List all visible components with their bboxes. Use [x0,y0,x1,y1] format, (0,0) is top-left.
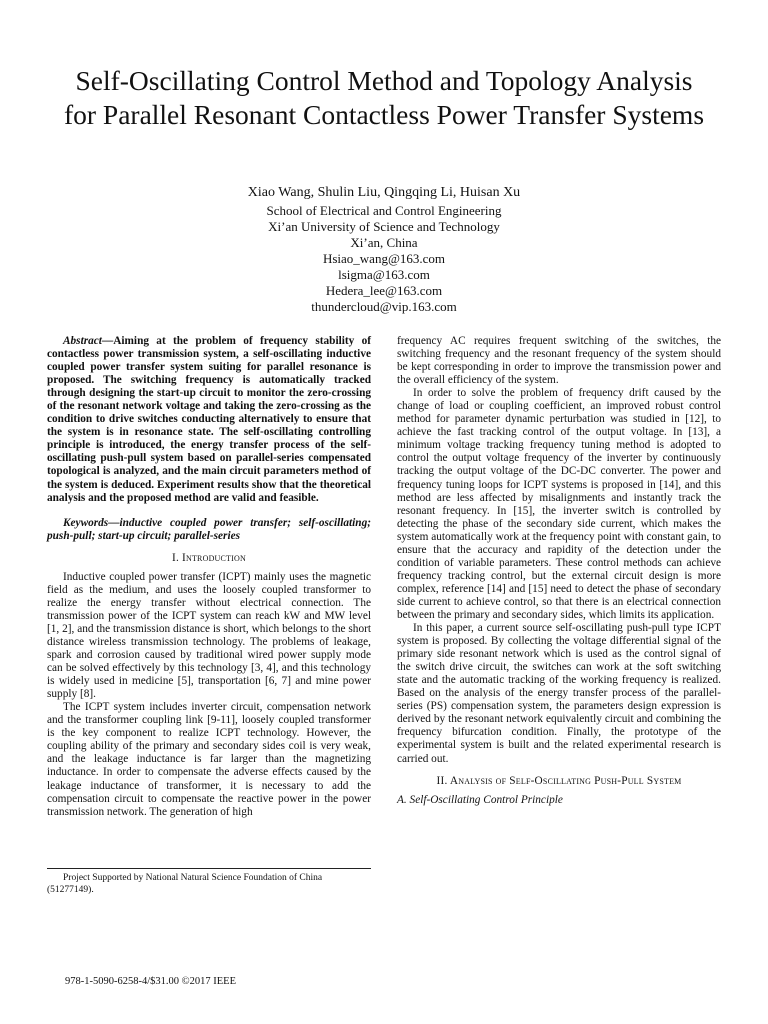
body-paragraph: The ICPT system includes inverter circuit, compensation network and the transformer coupling link [9-11], loosely coupled transformer is the key component to realize ICPT technology. However, the coupling ability of the primary and secondary sides coil is very weak, and the leakage inductance is far larger than the magnetizing inductance. In order to compensate the adverse effects caused by the leakage inductance of transformer, it is necessary to add the compensation circuit to compensate the reactive power in the power transmission network. The generation of high [47,701,371,818]
section-heading-analysis: II. Analysis of Self-Oscillating Push-Pull System [436,774,682,787]
abstract-text: Aiming at the problem of frequency stability of contactless power transmission system, a self-oscillating inductive coupled power transfer system suiting for parallel resonance is proposed. The switching frequency is automatically tracked through designing the start-up circuit to monitor the zero-crossing of the resonant network voltage and taking the zero-crossing as the condition to drive switches conducting alternatively to ensure that the system is in resonance state. The self-oscillating controlling principle is introduced, the energy transfer process of the self-oscillating push-pull system based on parallel-series compensated topological is analyzed, and the main circuit parameters method of the system is deduced. Experiment results show that the theoretical analysis and the proposed method are valid and feasible. [47,335,371,504]
author-names: Xiao Wang, Shulin Liu, Qingqing Li, Huisan Xu [247,185,521,200]
abstract [47,335,371,505]
abstract-dash: — [101,335,114,347]
copyright-notice: 978-1-5090-6258-4/$31.00 ©2017 IEEE [65,976,236,987]
body-paragraph: Inductive coupled power transfer (ICPT) mainly uses the magnetic field as the medium, and uses the loosely coupled transformer to realize the energy transfer without electrical connection. The transmission power of the ICPT system can reach kW and MW level [1, 2], and the transmission distance is short, which belongs to the short distance wireless transmission technology. The problems of leakage, spark and corrosion caused by traditional wired power supply mode can be solved effectively by this technology [3, 4], and this technology is widely used in medicine [5], transportation [6, 7] and mine power supply [8]. [47,570,371,701]
right-column [397,335,721,807]
body-paragraph: frequency AC requires frequent switching of the switches, the switching frequency and the resonant frequency of the system should be kept corresponding in order to improve the transmission power and the overall efficiency of the system. [397,335,721,387]
author-school: School of Electrical and Control Engineering [266,203,502,218]
abstract-label: Abstract [63,335,102,347]
author-email[interactable]: thundercloud@vip.163.com [311,299,457,314]
footnote: Project Supported by National Natural Science Foundation of China (51277149). [47,873,323,895]
author-email[interactable]: lsigma@163.com [338,267,430,282]
body-paragraph: In order to solve the problem of frequency drift caused by the change of load or coupling coefficient, an improved robust control method for parameter dynamic perturbation was studied in [12], to achieve the fast tracking control of the output voltage. In [13], a minimum voltage tracking frequency tuning method is adopted to control the output voltage frequency of the inverter by continuously tracking the output voltage of the DC-DC converter. The power and frequency tuning loops for ICPT systems is proposed in [14], and this method are less affected by misalignments and instantly track the resonant frequency. In [15], the inverter switch is controlled by detecting the phase of the secondary side current, which makes the system automatically work at the frequency point with constant gain, to ensure that the accuracy and rapidity of the detection under the condition of variable parameters. These control methods can achieve frequency tracking control, but the external circuit design is more complex, reference [14] and [15] need to detect the phase of secondary side current to achieve control, so that there is an electrical connection between the primary and secondary sides, which limits its application. [397,387,721,621]
body-paragraph: In this paper, a current source self-oscillating push-pull type ICPT system is proposed. By collecting the voltage differential signal of the primary side resonant network which is used as the control signal of the switch drive circuit, the switches can work at the soft switching state and the automatic tracking of the working frequency is realized. Based on the analysis of the energy transfer process of the parallel-series (PS) compensation system, the parameters design expression is derived by the resonant network equivalently circuit and combining the frequency bifurcation condition. Finally, the prototype of the experimental system is built and the related experimental research is carried out. [397,622,721,765]
author-email[interactable]: Hedera_lee@163.com [325,283,443,298]
author-city: Xi’an, China [350,235,418,250]
author-email[interactable]: Hsiao_wang@163.com [322,251,446,266]
subsection-heading: A. Self-Oscillating Control Principle [397,793,563,806]
footnote-divider [47,868,371,869]
left-column [47,335,371,819]
author-university: Xi’an University of Science and Technology [268,219,500,234]
section-heading-introduction: I. Introduction [172,551,246,564]
keywords: Keywords—inductive coupled power transfer; self-oscillating; push-pull; start-up circuit; parallel-series [47,516,371,542]
paper-title: Self-Oscillating Control Method and Topology Analysis for Parallel Resonant Contactless Power Transfer Systems [63,65,705,130]
author-block [100,184,668,315]
